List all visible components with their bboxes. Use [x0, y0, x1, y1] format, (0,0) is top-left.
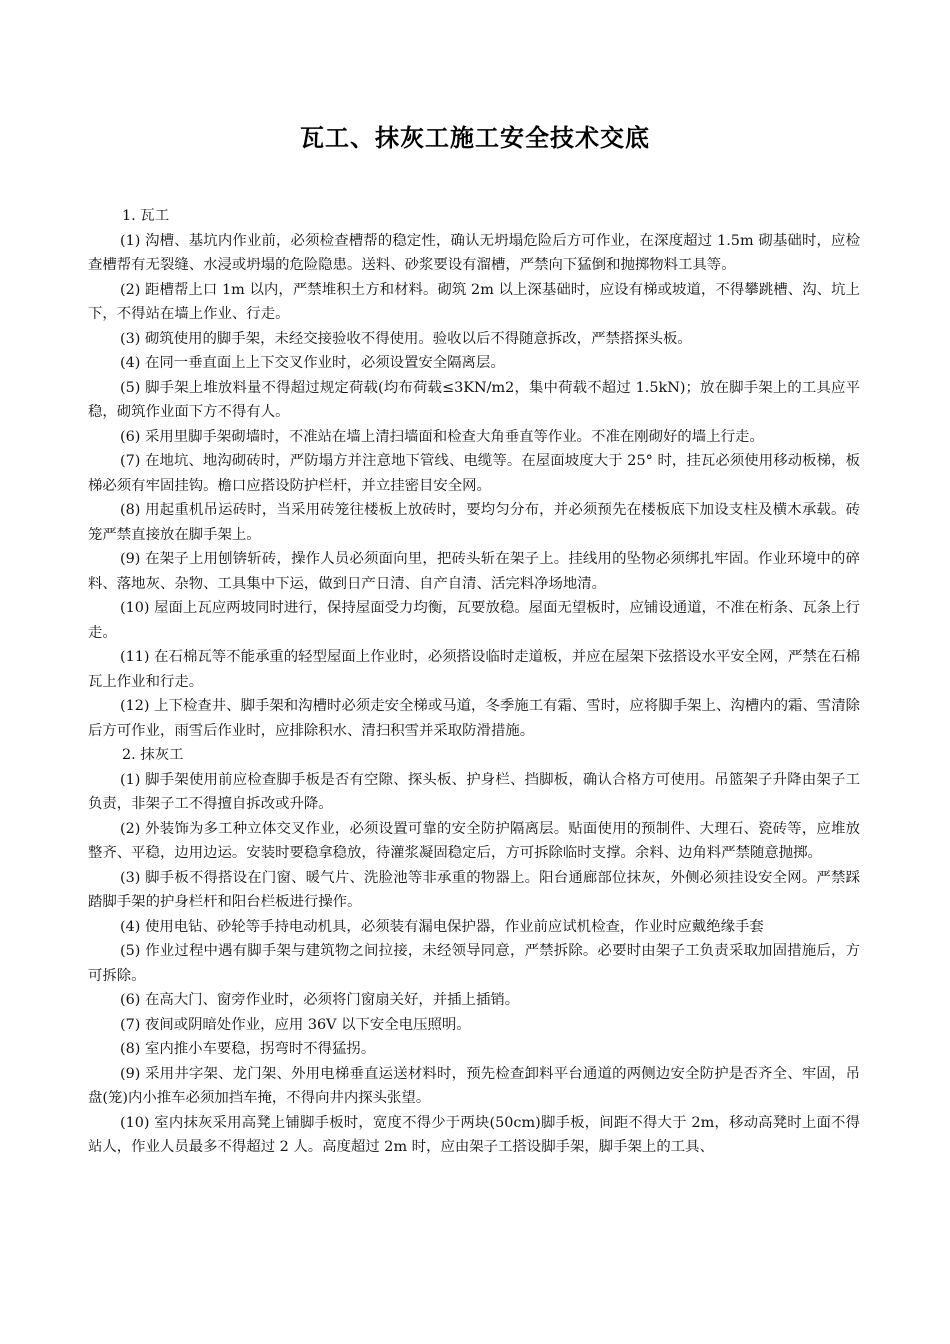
- section-heading-plastering: 2. 抹灰工: [122, 747, 184, 763]
- paragraph: (7) 在地坑、地沟砌砖时，严防塌方并注意地下管线、电缆等。在屋面坡度大于 25° 时，挂瓦必须使用移动板梯，板梯必须有牢固挂钩。檐口应搭设防护栏杆，并立挂密目安全网。: [88, 453, 860, 494]
- paragraph: (8) 室内推小车要稳，拐弯时不得猛拐。: [120, 1041, 376, 1057]
- paragraph: (7) 夜间或阴暗处作业，应用 36V 以下安全电压照明。: [120, 1016, 471, 1033]
- paragraph: (6) 在高大门、窗旁作业时，必须将门窗扇关好，并插上插销。: [120, 992, 520, 1008]
- paragraph: (5) 作业过程中遇有脚手架与建筑物之间拉接，未经领导同意，严禁拆除。必要时由架子工负责采取加固措施后，方可拆除。: [88, 943, 860, 984]
- paragraph: (3) 脚手板不得搭设在门窗、暖气片、洗脸池等非承重的物器上。阳台通廊部位抹灰，外侧必须挂设安全网。严禁踩踏脚手架的护身栏杆和阳台栏板进行操作。: [88, 869, 860, 910]
- paragraph: (6) 采用里脚手架砌墙时，不准站在墙上清扫墙面和检查大角垂直等作业。不准在刚砌好的墙上行走。: [120, 428, 764, 445]
- paragraph: (12) 上下检查井、脚手架和沟槽时必须走安全梯或马道，冬季施工有霜、雪时，应将脚手架上、沟槽内的霜、雪清除后方可作业，雨雪后作业时，应排除积水、清扫积雪并采取防滑措施。: [88, 698, 860, 739]
- paragraph: (1) 脚手架使用前应检查脚手板是否有空隙、探头板、护身栏、挡脚板，确认合格方可使用。吊篮架子升降由架子工负责，非架子工不得擅自拆改或升降。: [88, 771, 860, 812]
- paragraph: (10) 室内抹灰采用高凳上铺脚手板时，宽度不得少于两块(50cm)脚手板，间距不得大于 2m，移动高凳时上面不得站人，作业人员最多不得超过 2 人。高度超过 2m 时，应由架子工搭设脚手架，脚手架上的工具、: [88, 1114, 860, 1155]
- document-body: [88, 204, 860, 1160]
- paragraph: (9) 在架子上用刨锛斩砖，操作人员必须面向里，把砖头斩在架子上。挂线用的坠物必须绑扎牢固。作业环境中的碎料、落地灰、杂物、工具集中下运，做到日产日清、自产自清、活完料净场地清。: [88, 551, 860, 592]
- paragraph: (4) 在同一垂直面上上下交叉作业时，必须设置安全隔离层。: [120, 355, 505, 371]
- paragraph: (11) 在石棉瓦等不能承重的轻型屋面上作业时，必须搭设临时走道板，并应在屋架下弦搭设水平安全网，严禁在石棉瓦上作业和行走。: [88, 649, 860, 690]
- paragraph: (10) 屋面上瓦应两坡同时进行，保持屋面受力均衡，瓦要放稳。屋面无望板时，应铺设通道，不准在桁条、瓦条上行走。: [88, 600, 860, 641]
- paragraph: (9) 采用井字架、龙门架、外用电梯垂直运送材料时，预先检查卸料平台通道的两侧边安全防护是否齐全、牢固，吊盘(笼)内小推车必须加挡车掩，不得向井内探头张望。: [88, 1065, 860, 1106]
- document-title: 瓦工、抹灰工施工安全技术交底: [300, 124, 650, 152]
- paragraph: (2) 外装饰为多工种立体交叉作业，必须设置可靠的安全防护隔离层。贴面使用的预制件、大理石、瓷砖等，应堆放整齐、平稳，边用边运。安装时要稳拿稳放，待灌浆凝固稳定后，方可拆除临时支撑。余料、边角料严禁随意抛掷。: [88, 820, 860, 861]
- paragraph: (3) 砌筑使用的脚手架，未经交接验收不得使用。验收以后不得随意拆改，严禁搭探头板。: [120, 330, 692, 347]
- paragraph: (1) 沟槽、基坑内作业前，必须检查槽帮的稳定性，确认无坍塌危险后方可作业，在深度超过 1.5m 砌基础时，应检查槽帮有无裂缝、水浸或坍塌的危险隐患。送料、砂浆要设有溜槽，严禁向下猛倒和抛掷物料工具等。: [88, 232, 860, 273]
- paragraph: (8) 用起重机吊运砖时，当采用砖笼往楼板上放砖时，要均匀分布，并必须预先在楼板底下加设支柱及横木承载。砖笼严禁直接放在脚手架上。: [88, 502, 860, 543]
- paragraph: (5) 脚手架上堆放料量不得超过规定荷载(均布荷载≤3KN/m2，集中荷载不超过 1.5kN)；放在脚手架上的工具应平稳，砌筑作业面下方不得有人。: [88, 379, 860, 420]
- section-heading-masonry: 1. 瓦工: [122, 208, 170, 224]
- paragraph: (2) 距槽帮上口 1m 以内，严禁堆积土方和材料。砌筑 2m 以上深基础时，应设有梯或坡道，不得攀跳槽、沟、坑上下，不得站在墙上作业、行走。: [88, 281, 860, 322]
- paragraph: (4) 使用电钻、砂轮等手持电动机具，必须装有漏电保护器，作业前应试机检查，作业时应戴绝缘手套: [120, 918, 764, 935]
